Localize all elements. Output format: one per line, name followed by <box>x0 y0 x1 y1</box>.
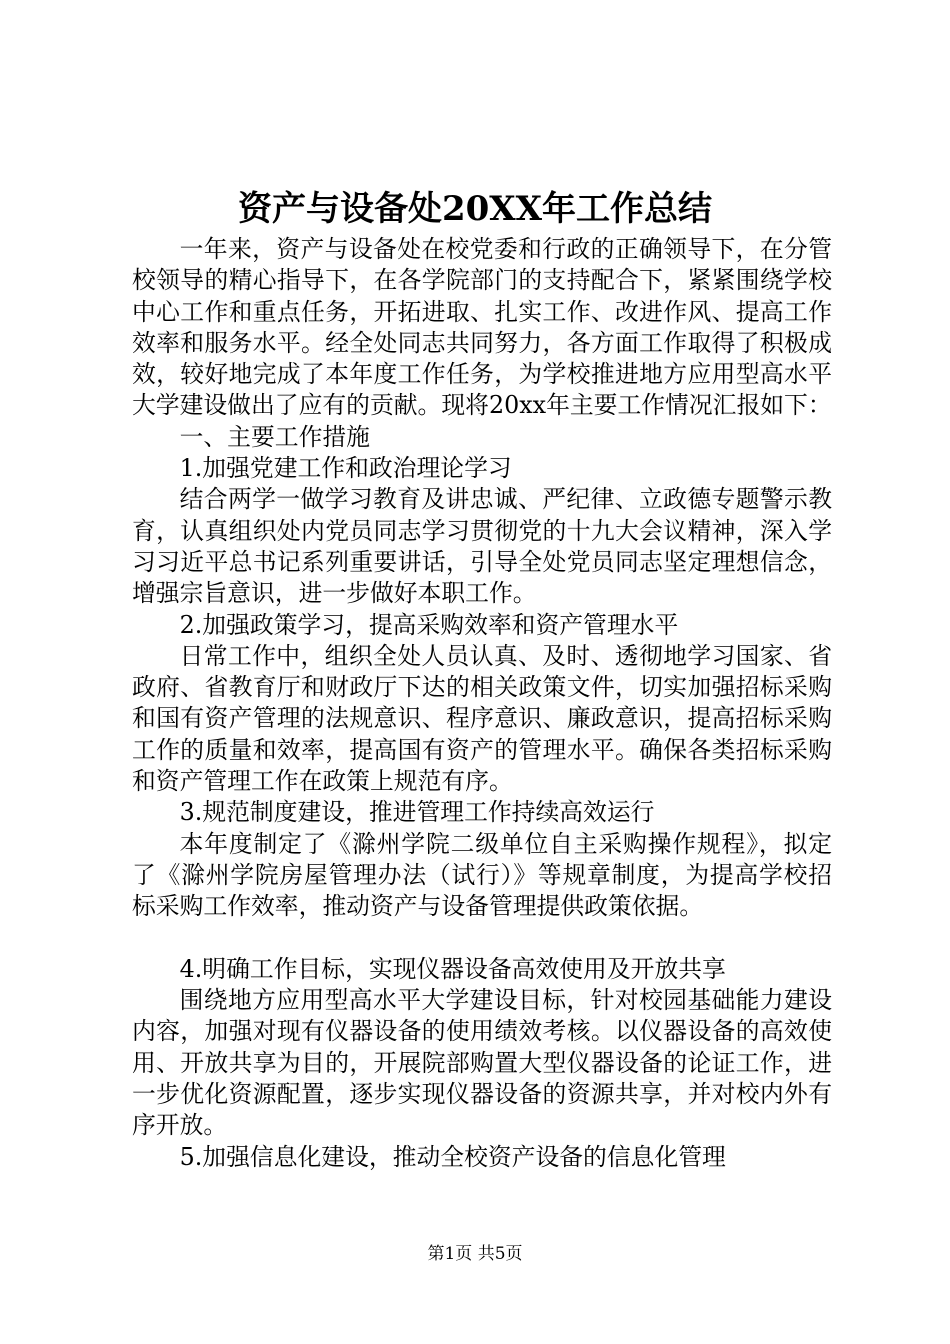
document-body <box>132 234 832 1173</box>
section-heading: 一、主要工作措施 <box>179 422 370 451</box>
document-title: 资产与设备处20XX年工作总结 <box>237 189 713 229</box>
subsection-paragraph-1: 结合两学一做学习教育及讲忠诚、严纪律、立政德专题警示教育，认真组织处内党员同志学习贯彻党的十九大会议精神，深入学习习近平总书记系列重要讲话，引导全处党员同志坚定理想信念，增强宗旨意识，进一步做好本职工作。 <box>132 485 832 608</box>
intro-paragraph: 一年来，资产与设备处在校党委和行政的正确领导下，在分管校领导的精心指导下，在各学院部门的支持配合下，紧紧围绕学校中心工作和重点任务，开拓进取、扎实工作、改进作风、提高工作效率和服务水平。经全处同志共同努力，各方面工作取得了积极成效，较好地完成了本年度工作任务，为学校推进地方应用型高水平大学建设做出了应有的贡献。现将20xx年主要工作情况汇报如下： <box>132 235 832 420</box>
subsection-heading-5: 5.加强信息化建设，推动全校资产设备的信息化管理 <box>179 1142 726 1171</box>
subsection-heading-1: 1.加强党建工作和政治理论学习 <box>179 454 512 483</box>
subsection-heading-4: 4.明确工作目标，实现仪器设备高效使用及开放共享 <box>179 954 726 983</box>
subsection-heading-3: 3.规范制度建设，推进管理工作持续高效运行 <box>179 798 655 827</box>
subsection-paragraph-2: 日常工作中，组织全处人员认真、及时、透彻地学习国家、省政府、省教育厅和财政厅下达的相关政策文件，切实加强招标采购和国有资产管理的法规意识、程序意识、廉政意识，提高招标采购工作的质量和效率，提高国有资产的管理水平。确保各类招标采购和资产管理工作在政策上规范有序。 <box>132 641 832 796</box>
subsection-heading-2: 2.加强政策学习，提高采购效率和资产管理水平 <box>179 610 679 639</box>
subsection-paragraph-3: 本年度制定了《滁州学院二级单位自主采购操作规程》，拟定了《滁州学院房屋管理办法（试行）》等规章制度，为提高学校招标采购工作效率，推动资产与设备管理提供政策依据。 <box>132 829 832 921</box>
blank-line <box>132 923 832 954</box>
subsection-paragraph-4: 围绕地方应用型高水平大学建设目标，针对校园基础能力建设内容，加强对现有仪器设备的使用绩效考核。以仪器设备的高效使用、开放共享为目的，开展院部购置大型仪器设备的论证工作，进一步优化资源配置，逐步实现仪器设备的资源共享，并对校内外有序开放。 <box>132 986 832 1140</box>
page-number: 第1页 共5页 <box>427 1244 523 1264</box>
